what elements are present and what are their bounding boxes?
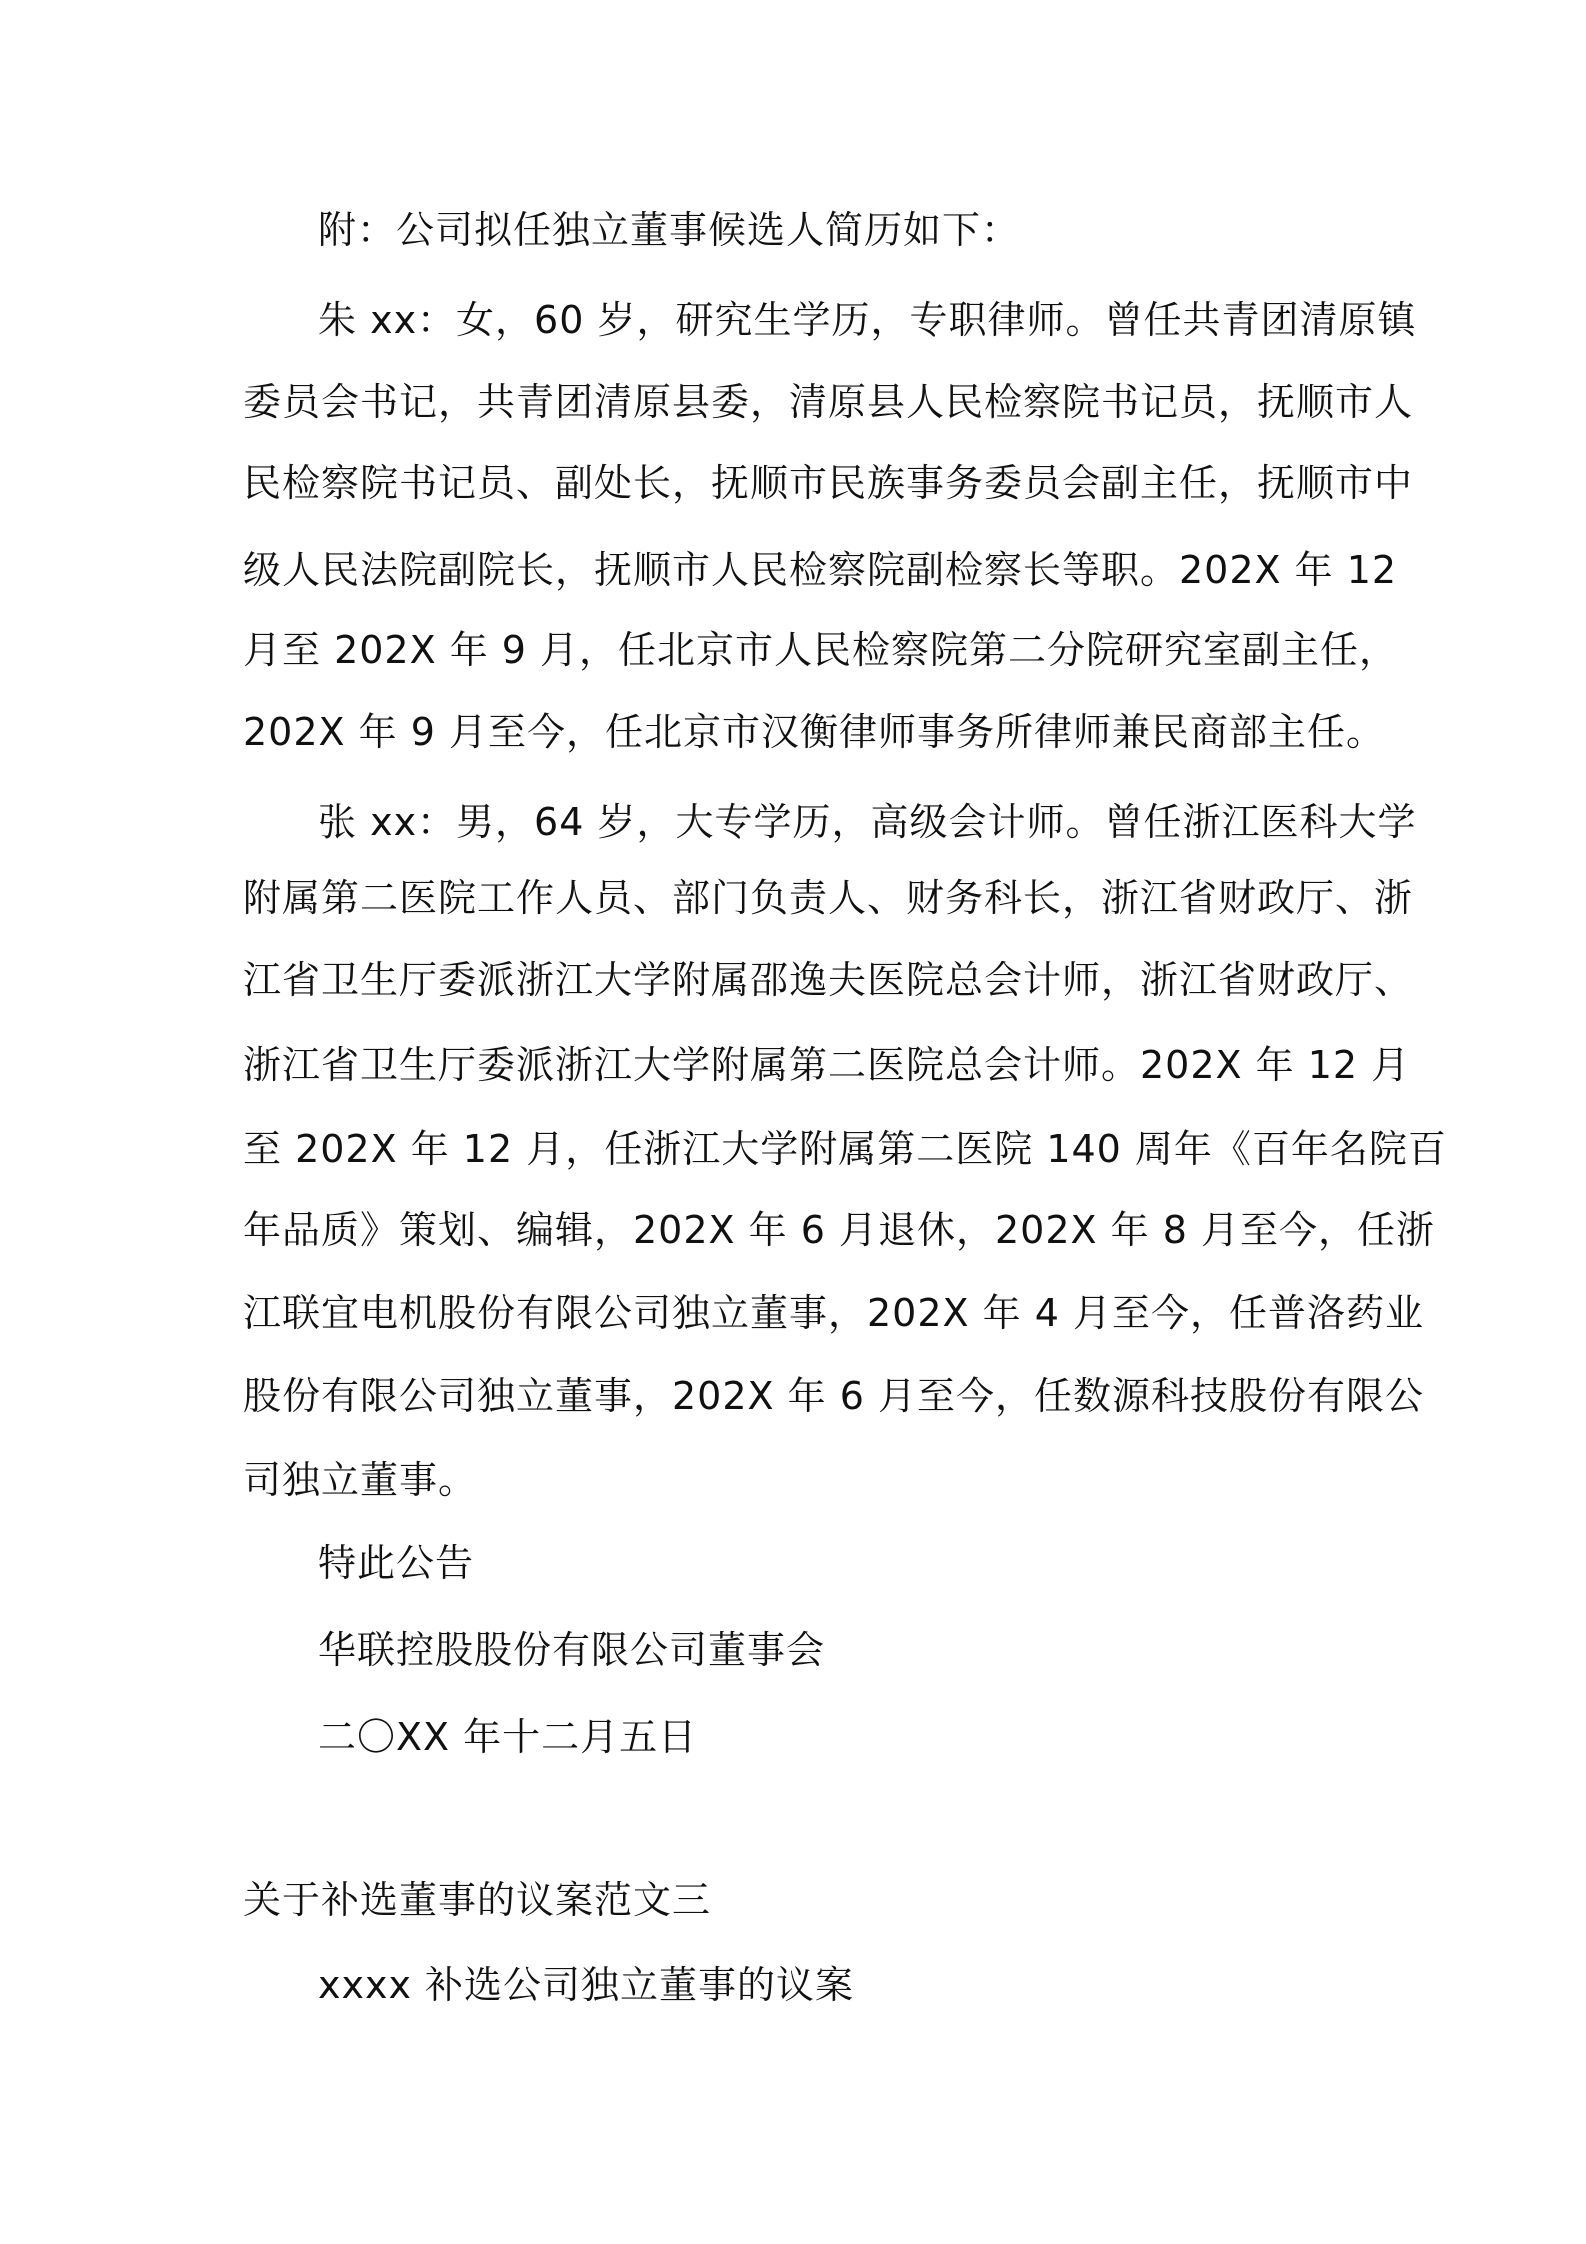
candidate2-line-9: 司独立董事。 — [243, 1458, 478, 1502]
candidate2-line-2: 附属第二医院工作人员、部门负责人、财务科长，浙江省财政厅、浙 — [243, 876, 1414, 920]
candidate2-line-3: 江省卫生厅委派浙江大学附属邵逸夫医院总会计师，浙江省财政厅、 — [243, 958, 1414, 1002]
candidate1-line-1: 朱 xx：女，60 岁，研究生学历，专职律师。曾任共青团清原镇 — [318, 298, 1417, 342]
candidate2-line-5: 至 202X 年 12 月，任浙江大学附属第二医院 140 周年《百年名院百 — [243, 1127, 1447, 1171]
candidate1-line-4: 级人民法院副院长，抚顺市人民检察院副检察长等职。202X 年 12 — [243, 548, 1398, 592]
attachment-heading: 附：公司拟任独立董事候选人简历如下： — [318, 208, 1021, 252]
candidate1-line-5: 月至 202X 年 9 月，任北京市人民检察院第二分院研究室副主任， — [243, 628, 1399, 672]
signature-text: 华联控股股份有限公司董事会 — [318, 1628, 826, 1672]
candidate2-line-7: 江联宜电机股份有限公司独立董事，202X 年 4 月至今，任普洛药业 — [243, 1291, 1424, 1335]
candidate2-line-6: 年品质》策划、编辑，202X 年 6 月退休，202X 年 8 月至今，任浙 — [243, 1208, 1435, 1252]
date-text: 二〇XX 年十二月五日 — [318, 1715, 698, 1759]
proposal-title: xxxx 补选公司独立董事的议案 — [318, 1963, 855, 2007]
candidate2-line-8: 股份有限公司独立董事，202X 年 6 月至今，任数源科技股份有限公 — [243, 1374, 1424, 1418]
candidate2-line-4: 浙江省卫生厅委派浙江大学附属第二医院总会计师。202X 年 12 月 — [243, 1043, 1411, 1087]
candidate1-line-3: 民检察院书记员、副处长，抚顺市民族事务委员会副主任，抚顺市中 — [243, 461, 1414, 505]
candidate1-line-6: 202X 年 9 月至今，任北京市汉衡律师事务所律师兼民商部主任。 — [243, 710, 1385, 754]
closing-text: 特此公告 — [318, 1541, 475, 1585]
candidate1-line-2: 委员会书记，共青团清原县委，清原县人民检察院书记员，抚顺市人 — [243, 380, 1414, 424]
section-title: 关于补选董事的议案范文三 — [243, 1878, 712, 1922]
candidate2-line-1: 张 xx：男，64 岁，大专学历，高级会计师。曾任浙江医科大学 — [318, 800, 1417, 844]
